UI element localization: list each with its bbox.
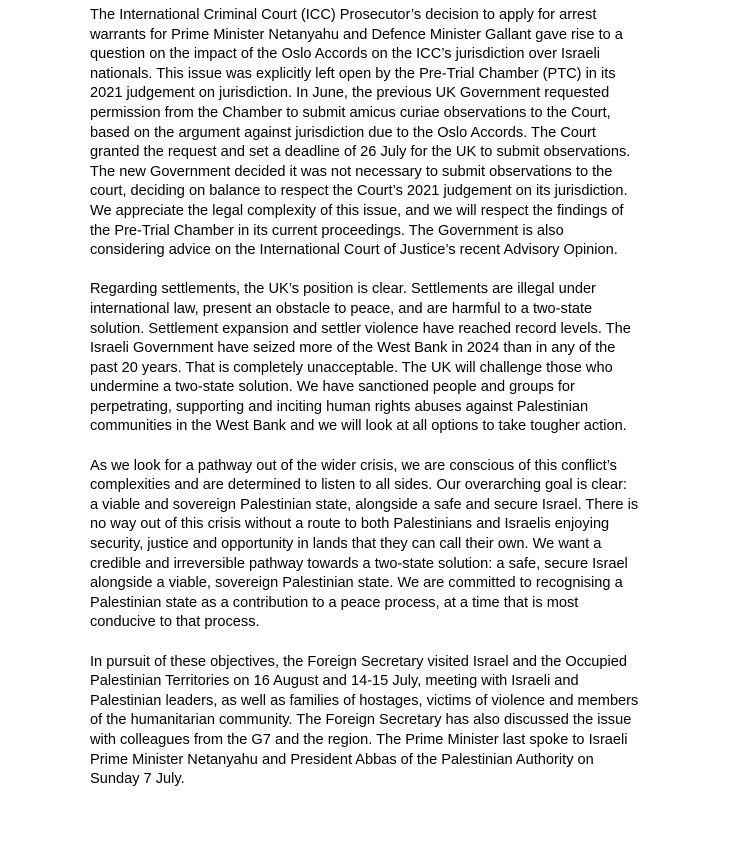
text-line: based on the argument against jurisdiction due to the Oslo Accords. The Court bbox=[90, 124, 596, 141]
text-line: Palestinian state as a contribution to a peace process, at a time that is most bbox=[90, 594, 579, 611]
text-line: 2021 judgement on jurisdiction. In June, the previous UK Government requested bbox=[90, 85, 610, 102]
paragraph-settlements bbox=[90, 280, 670, 437]
text-line: granted the request and set a deadline of 26 July for the UK to submit observations. bbox=[90, 144, 631, 161]
text-line: international law, present an obstacle to peace, and are harmful to a two-state bbox=[90, 300, 593, 317]
text-line: solution. Settlement expansion and settler violence have reached record levels. The bbox=[90, 320, 631, 337]
text-line: Sunday 7 July. bbox=[90, 771, 185, 788]
text-line: security, justice and opportunity in lands that they can call their own. We want a bbox=[90, 536, 602, 553]
text-line: of the humanitarian community. The Foreign Secretary has also discussed the issue bbox=[90, 712, 632, 729]
text-line: past 20 years. That is completely unacceptable. The UK will challenge those who bbox=[90, 359, 613, 376]
text-line: complexities and are determined to listen to all sides. Our overarching goal is clear: bbox=[90, 477, 627, 494]
paragraph-foreign-secretary bbox=[90, 653, 670, 790]
text-line: permission from the Chamber to submit amicus curiae observations to the Court, bbox=[90, 104, 611, 121]
document-body bbox=[90, 6, 670, 809]
text-line: question on the impact of the Oslo Accords on the ICC’s jurisdiction over Israeli bbox=[90, 46, 600, 63]
text-line: with colleagues from the G7 and the region. The Prime Minister last spoke to Israeli bbox=[90, 731, 628, 748]
text-line: undermine a two-state solution. We have sanctioned people and groups for bbox=[90, 379, 575, 396]
text-line: Israeli Government have seized more of the West Bank in 2024 than in any of the bbox=[90, 340, 616, 357]
text-line: In pursuit of these objectives, the Foreign Secretary visited Israel and the Occupied bbox=[90, 653, 628, 670]
text-line: As we look for a pathway out of the wider crisis, we are conscious of this conflict’s bbox=[90, 457, 617, 474]
text-line: court, deciding on balance to respect the Court’s 2021 judgement on its jurisdiction. bbox=[90, 183, 628, 200]
text-line: perpetrating, supporting and inciting human rights abuses against Palestinian bbox=[90, 398, 589, 415]
text-line: a viable and sovereign Palestinian state, alongside a safe and secure Israel. There is bbox=[90, 496, 639, 513]
text-line: considering advice on the International Court of Justice’s recent Advisory Opinion. bbox=[90, 242, 618, 259]
text-line: Palestinian leaders, as well as families of hostages, victims of violence and members bbox=[90, 692, 639, 709]
paragraph-icc bbox=[90, 6, 670, 261]
text-line: credible and irreversible pathway towards a two-state solution: a safe, secure Israel bbox=[90, 555, 628, 572]
text-line: warrants for Prime Minister Netanyahu and Defence Minister Gallant gave rise to a bbox=[90, 26, 623, 43]
text-line: conducive to that process. bbox=[90, 614, 260, 631]
text-line: Palestinian Territories on 16 August and 14-15 July, meeting with Israeli and bbox=[90, 673, 579, 690]
text-line: The International Criminal Court (ICC) Prosecutor’s decision to apply for arrest bbox=[90, 7, 597, 23]
text-line: We appreciate the legal complexity of this issue, and we will respect the findings of bbox=[90, 202, 624, 219]
text-line: Prime Minister Netanyahu and President Abbas of the Palestinian Authority on bbox=[90, 751, 594, 768]
text-line: the Pre-Trial Chamber in its current proceedings. The Government is also bbox=[90, 222, 564, 239]
text-line: nationals. This issue was explicitly left open by the Pre-Trial Chamber (PTC) in its bbox=[90, 65, 616, 82]
text-line: no way out of this crisis without a route to both Palestinians and Israelis enjoying bbox=[90, 516, 610, 533]
paragraph-pathway bbox=[90, 457, 670, 633]
text-line: The new Government decided it was not necessary to submit observations to the bbox=[90, 163, 613, 180]
text-line: communities in the West Bank and we will look at all options to take tougher action. bbox=[90, 418, 627, 435]
text-line: alongside a viable, sovereign Palestinian state. We are committed to recognising a bbox=[90, 575, 623, 592]
text-line: Regarding settlements, the UK’s position is clear. Settlements are illegal under bbox=[90, 281, 596, 298]
